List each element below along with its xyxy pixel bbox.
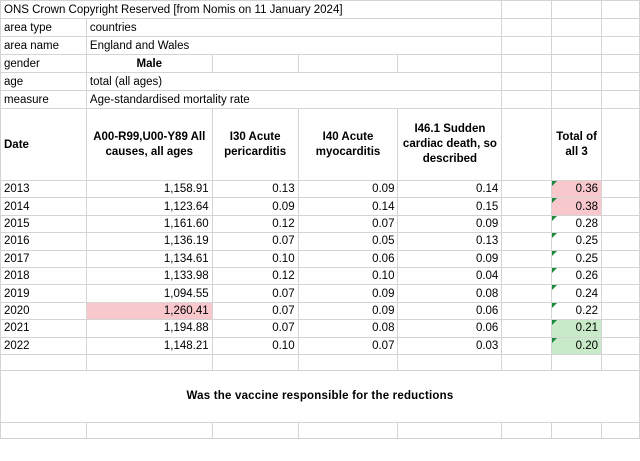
cell-pericarditis[interactable]: 0.07 xyxy=(212,302,298,319)
empty-cell[interactable] xyxy=(502,320,552,337)
cell-all-causes[interactable]: 1,148.21 xyxy=(86,337,212,354)
table-row xyxy=(1,233,640,250)
empty-cell[interactable] xyxy=(602,198,640,215)
header-row xyxy=(1,109,640,181)
empty-cell[interactable] xyxy=(552,73,602,91)
cell-myocarditis[interactable]: 0.14 xyxy=(298,198,398,215)
cell-date[interactable]: 2017 xyxy=(1,250,87,267)
cell-date[interactable]: 2021 xyxy=(1,320,87,337)
source-cell[interactable]: ONS Crown Copyright Reserved [from Nomis on 11 January 2024] xyxy=(1,1,502,19)
empty-cell[interactable] xyxy=(298,55,398,73)
cell-sudden-cardiac[interactable]: 0.06 xyxy=(398,320,502,337)
empty-cell[interactable] xyxy=(552,354,602,370)
header-total[interactable]: Total of all 3 xyxy=(552,109,602,181)
empty-cell[interactable] xyxy=(1,422,87,438)
meta-value[interactable]: countries xyxy=(86,19,501,37)
cell-all-causes[interactable]: 1,094.55 xyxy=(86,285,212,302)
header-myocarditis[interactable]: I40 Acute myocarditis xyxy=(298,109,398,181)
cell-date[interactable]: 2014 xyxy=(1,198,87,215)
empty-cell[interactable] xyxy=(552,55,602,73)
table-row xyxy=(1,181,640,198)
cell-total[interactable]: 0.36 xyxy=(552,181,602,198)
empty-cell[interactable] xyxy=(398,422,502,438)
cell-all-causes[interactable]: 1,158.91 xyxy=(86,181,212,198)
cell-all-causes[interactable]: 1,136.19 xyxy=(86,233,212,250)
cell-total[interactable]: 0.26 xyxy=(552,267,602,284)
empty-cell[interactable] xyxy=(502,37,552,55)
table-row xyxy=(1,285,640,302)
source-row xyxy=(1,1,640,19)
cell-myocarditis[interactable]: 0.07 xyxy=(298,215,398,232)
empty-cell[interactable] xyxy=(602,285,640,302)
cell-all-causes[interactable]: 1,161.60 xyxy=(86,215,212,232)
empty-cell[interactable] xyxy=(602,233,640,250)
cell-myocarditis[interactable]: 0.09 xyxy=(298,302,398,319)
empty-cell[interactable] xyxy=(212,354,298,370)
cell-all-causes[interactable]: 1,260.41 xyxy=(86,302,212,319)
data-rows xyxy=(1,181,640,355)
meta-row-gender xyxy=(1,55,640,73)
cell-total[interactable]: 0.20 xyxy=(552,337,602,354)
cell-date[interactable]: 2015 xyxy=(1,215,87,232)
empty-cell[interactable] xyxy=(602,1,640,19)
empty-cell[interactable] xyxy=(552,91,602,109)
meta-row-area-name xyxy=(1,37,640,55)
cell-pericarditis[interactable]: 0.09 xyxy=(212,198,298,215)
table-row xyxy=(1,320,640,337)
meta-row-area-type xyxy=(1,19,640,37)
empty-cell[interactable] xyxy=(602,267,640,284)
table-row xyxy=(1,302,640,319)
cell-myocarditis[interactable]: 0.09 xyxy=(298,285,398,302)
empty-cell[interactable] xyxy=(602,19,640,37)
empty-cell[interactable] xyxy=(212,55,298,73)
meta-label[interactable]: area type xyxy=(1,19,87,37)
cell-sudden-cardiac[interactable]: 0.08 xyxy=(398,285,502,302)
cell-sudden-cardiac[interactable]: 0.06 xyxy=(398,302,502,319)
empty-cell[interactable] xyxy=(602,250,640,267)
empty-cell[interactable] xyxy=(502,1,552,19)
empty-cell[interactable] xyxy=(602,422,640,438)
table-row xyxy=(1,250,640,267)
empty-cell[interactable] xyxy=(502,109,552,181)
header-all-causes[interactable]: A00-R99,U00-Y89 All causes, all ages xyxy=(86,109,212,181)
empty-cell[interactable] xyxy=(502,73,552,91)
empty-cell[interactable] xyxy=(502,181,552,198)
empty-cell[interactable] xyxy=(86,422,212,438)
cell-sudden-cardiac[interactable]: 0.03 xyxy=(398,337,502,354)
cell-sudden-cardiac[interactable]: 0.15 xyxy=(398,198,502,215)
meta-label[interactable]: age xyxy=(1,73,87,91)
empty-cell[interactable] xyxy=(502,422,552,438)
table-row xyxy=(1,215,640,232)
cell-all-causes[interactable]: 1,194.88 xyxy=(86,320,212,337)
meta-value[interactable]: England and Wales xyxy=(86,37,501,55)
empty-cell[interactable] xyxy=(212,422,298,438)
cell-date[interactable]: 2020 xyxy=(1,302,87,319)
meta-value[interactable]: Age-standardised mortality rate xyxy=(86,91,501,109)
empty-cell[interactable] xyxy=(398,55,502,73)
cell-all-causes[interactable]: 1,133.98 xyxy=(86,267,212,284)
cell-all-causes[interactable]: 1,134.61 xyxy=(86,250,212,267)
cell-total[interactable]: 0.28 xyxy=(552,215,602,232)
table-row xyxy=(1,267,640,284)
spacer-row xyxy=(1,422,640,438)
empty-cell[interactable] xyxy=(502,302,552,319)
table-row xyxy=(1,337,640,354)
banner-row xyxy=(1,370,640,422)
banner-text[interactable]: Was the vaccine responsible for the reductions xyxy=(1,370,640,422)
empty-cell[interactable] xyxy=(602,37,640,55)
empty-cell[interactable] xyxy=(502,233,552,250)
empty-cell[interactable] xyxy=(502,250,552,267)
empty-cell[interactable] xyxy=(502,198,552,215)
empty-cell[interactable] xyxy=(602,109,640,181)
empty-cell[interactable] xyxy=(398,354,502,370)
meta-label[interactable]: area name xyxy=(1,37,87,55)
cell-date[interactable]: 2019 xyxy=(1,285,87,302)
empty-cell[interactable] xyxy=(502,267,552,284)
cell-pericarditis[interactable]: 0.07 xyxy=(212,285,298,302)
header-sudden-cardiac[interactable]: I46.1 Sudden cardiac death, so described xyxy=(398,109,502,181)
cell-pericarditis[interactable]: 0.10 xyxy=(212,250,298,267)
cell-myocarditis[interactable]: 0.07 xyxy=(298,337,398,354)
cell-date[interactable]: 2016 xyxy=(1,233,87,250)
cell-pericarditis[interactable]: 0.07 xyxy=(212,320,298,337)
cell-sudden-cardiac[interactable]: 0.14 xyxy=(398,181,502,198)
cell-pericarditis[interactable]: 0.13 xyxy=(212,181,298,198)
cell-total[interactable]: 0.25 xyxy=(552,233,602,250)
cell-date[interactable]: 2018 xyxy=(1,267,87,284)
empty-cell[interactable] xyxy=(502,55,552,73)
empty-cell[interactable] xyxy=(602,337,640,354)
cell-pericarditis[interactable]: 0.12 xyxy=(212,215,298,232)
cell-myocarditis[interactable]: 0.08 xyxy=(298,320,398,337)
empty-cell[interactable] xyxy=(1,354,87,370)
cell-all-causes[interactable]: 1,123.64 xyxy=(86,198,212,215)
cell-total[interactable]: 0.24 xyxy=(552,285,602,302)
cell-sudden-cardiac[interactable]: 0.13 xyxy=(398,233,502,250)
meta-value-gender[interactable]: Male xyxy=(86,55,212,73)
empty-cell[interactable] xyxy=(602,215,640,232)
meta-value[interactable]: total (all ages) xyxy=(86,73,501,91)
meta-label[interactable]: gender xyxy=(1,55,87,73)
cell-date[interactable]: 2022 xyxy=(1,337,87,354)
spacer-row xyxy=(1,354,640,370)
empty-cell[interactable] xyxy=(602,55,640,73)
cell-pericarditis[interactable]: 0.07 xyxy=(212,233,298,250)
meta-row-age xyxy=(1,73,640,91)
cell-pericarditis[interactable]: 0.10 xyxy=(212,337,298,354)
cell-pericarditis[interactable]: 0.12 xyxy=(212,267,298,284)
empty-cell[interactable] xyxy=(552,37,602,55)
cell-myocarditis[interactable]: 0.05 xyxy=(298,233,398,250)
cell-sudden-cardiac[interactable]: 0.09 xyxy=(398,215,502,232)
empty-cell[interactable] xyxy=(502,215,552,232)
empty-cell[interactable] xyxy=(602,320,640,337)
cell-date[interactable]: 2013 xyxy=(1,181,87,198)
cell-total[interactable]: 0.22 xyxy=(552,302,602,319)
empty-cell[interactable] xyxy=(502,337,552,354)
cell-myocarditis[interactable]: 0.09 xyxy=(298,181,398,198)
header-pericarditis[interactable]: I30 Acute pericarditis xyxy=(212,109,298,181)
empty-cell[interactable] xyxy=(502,354,552,370)
empty-cell[interactable] xyxy=(86,354,212,370)
cell-myocarditis[interactable]: 0.10 xyxy=(298,267,398,284)
empty-cell[interactable] xyxy=(552,422,602,438)
empty-cell[interactable] xyxy=(298,354,398,370)
empty-cell[interactable] xyxy=(602,91,640,109)
empty-cell[interactable] xyxy=(298,422,398,438)
cell-sudden-cardiac[interactable]: 0.04 xyxy=(398,267,502,284)
cell-total[interactable]: 0.38 xyxy=(552,198,602,215)
empty-cell[interactable] xyxy=(502,285,552,302)
cell-total[interactable]: 0.25 xyxy=(552,250,602,267)
empty-cell[interactable] xyxy=(552,19,602,37)
header-date[interactable]: Date xyxy=(1,109,87,181)
cell-sudden-cardiac[interactable]: 0.09 xyxy=(398,250,502,267)
empty-cell[interactable] xyxy=(602,354,640,370)
empty-cell[interactable] xyxy=(602,181,640,198)
empty-cell[interactable] xyxy=(502,19,552,37)
empty-cell[interactable] xyxy=(502,91,552,109)
empty-cell[interactable] xyxy=(602,73,640,91)
cell-myocarditis[interactable]: 0.06 xyxy=(298,250,398,267)
empty-cell[interactable] xyxy=(602,302,640,319)
table-row xyxy=(1,198,640,215)
empty-cell[interactable] xyxy=(552,1,602,19)
cell-total[interactable]: 0.21 xyxy=(552,320,602,337)
meta-row-measure xyxy=(1,91,640,109)
meta-label[interactable]: measure xyxy=(1,91,87,109)
